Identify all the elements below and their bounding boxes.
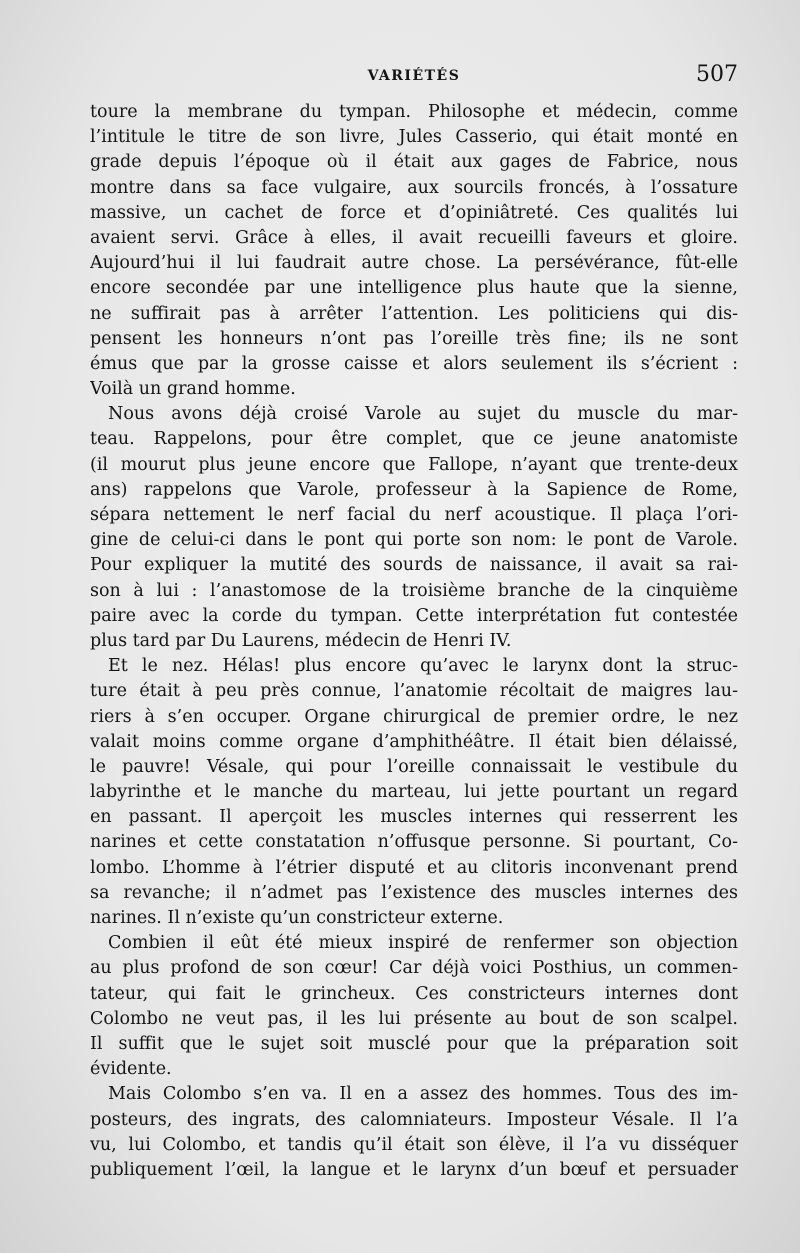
text-line: posteurs, des ingrats, des calomniateurs. Imposteur Vésale. Il l’a <box>90 1109 738 1130</box>
text-line: Et le nez. Hélas! plus encore qu’avec le larynx dont la struc- <box>108 656 738 677</box>
text-line: sépara nettement le nerf facial du nerf acoustique. Il plaça l’ori- <box>90 505 738 525</box>
text-line: Pour expliquer la mutité des sourds de naissance, il avait sa rai- <box>90 555 738 576</box>
running-title: VARIÉTÉS <box>367 68 461 84</box>
text-line: publiquement l’œil, la langue et le larynx d’un bœuf et persuader <box>90 1159 738 1180</box>
text-line: au plus profond de son cœur! Car déjà voici Posthius, un commen- <box>90 958 738 979</box>
text-line: tateur, qui fait le grincheux. Ces constricteurs internes dont <box>90 983 738 1004</box>
text-line: émus que par la grosse caisse et alors seulement ils s’écrient : <box>90 353 738 374</box>
text-line: l’intitule le titre de son livre, Jules Casserio, qui était monté en <box>90 127 738 148</box>
page-number: 507 <box>696 62 738 87</box>
text-line: le pauvre! Vésale, qui pour l’oreille connaissait le vestibule du <box>90 756 738 777</box>
text-line: vu, lui Colombo, et tandis qu’il était son élève, il l’a vu disséquer <box>90 1134 738 1155</box>
text-line: encore secondée par une intelligence plus haute que la sienne, <box>90 278 738 299</box>
body-text <box>90 100 738 1183</box>
text-line: riers à s’en occuper. Organe chirurgical de premier ordre, le nez <box>90 706 738 727</box>
text-line: avaient servi. Grâce à elles, il avait recueilli faveurs et gloire. <box>90 227 738 248</box>
text-line: Voilà un grand homme. <box>90 379 296 400</box>
text-line: pensent les honneurs n’ont pas l’oreille très fine; ils ne sont <box>90 328 738 349</box>
text-line: son à lui : l’anastomose de la troisième branche de la cinquième <box>90 580 738 601</box>
text-line: Mais Colombo s’en va. Il en a assez des hommes. Tous des im- <box>108 1084 738 1105</box>
text-line: ans) rappelons que Varole, professeur à la Sapience de Rome, <box>90 479 738 500</box>
text-line: lombo. L’homme à l’étrier disputé et au clitoris inconvenant prend <box>90 857 738 878</box>
text-line: Combien il eût été mieux inspiré de renfermer son objection <box>108 933 738 954</box>
text-line: narines. Il n’existe qu’un constricteur externe. <box>90 908 504 928</box>
text-line: Nous avons déjà croisé Varole au sujet du muscle du mar- <box>108 404 738 425</box>
text-line: teau. Rappelons, pour être complet, que ce jeune anatomiste <box>90 429 738 450</box>
text-line: toure la membrane du tympan. Philosophe et médecin, comme <box>90 102 738 122</box>
text-line: paire avec la corde du tympan. Cette interprétation fut contestée <box>90 605 738 626</box>
text-line: Il suffit que le sujet soit musclé pour que la préparation soit <box>90 1033 738 1054</box>
running-head <box>90 62 738 92</box>
text-line: en passant. Il aperçoit les muscles internes qui resserrent les <box>90 807 738 828</box>
text-line: valait moins comme organe d’amphithéâtre. Il était bien délaissé, <box>90 731 738 752</box>
text-line: Aujourd’hui il lui faudrait autre chose. La persévérance, fût-elle <box>90 253 738 274</box>
text-line: plus tard par Du Laurens, médecin de Henri IV. <box>90 630 512 651</box>
text-line: ne suffirait pas à arrêter l’attention. Les politiciens qui dis- <box>90 303 738 324</box>
text-line: gine de celui-ci dans le pont qui porte son nom: le pont de Varole. <box>90 530 738 551</box>
text-line: Colombo ne veut pas, il les lui présente au bout de son scalpel. <box>90 1008 738 1029</box>
text-line: (il mourut plus jeune encore que Fallope, n’ayant que trente-deux <box>90 454 738 475</box>
text-line: montre dans sa face vulgaire, aux sourcils froncés, à l’ossature <box>90 177 738 198</box>
text-line: labyrinthe et le manche du marteau, lui jette pourtant un regard <box>90 782 738 803</box>
text-line: massive, un cachet de force et d’opiniâtreté. Ces qualités lui <box>90 202 738 223</box>
text-line: évidente. <box>90 1059 172 1080</box>
text-line: ture était à peu près connue, l’anatomie récoltait de maigres lau- <box>90 681 738 702</box>
text-line: grade depuis l’époque où il était aux gages de Fabrice, nous <box>90 152 738 173</box>
text-line: narines et cette constatation n’offusque personne. Si pourtant, Co- <box>90 832 738 853</box>
text-line: sa revanche; il n’admet pas l’existence des muscles internes des <box>90 882 738 903</box>
